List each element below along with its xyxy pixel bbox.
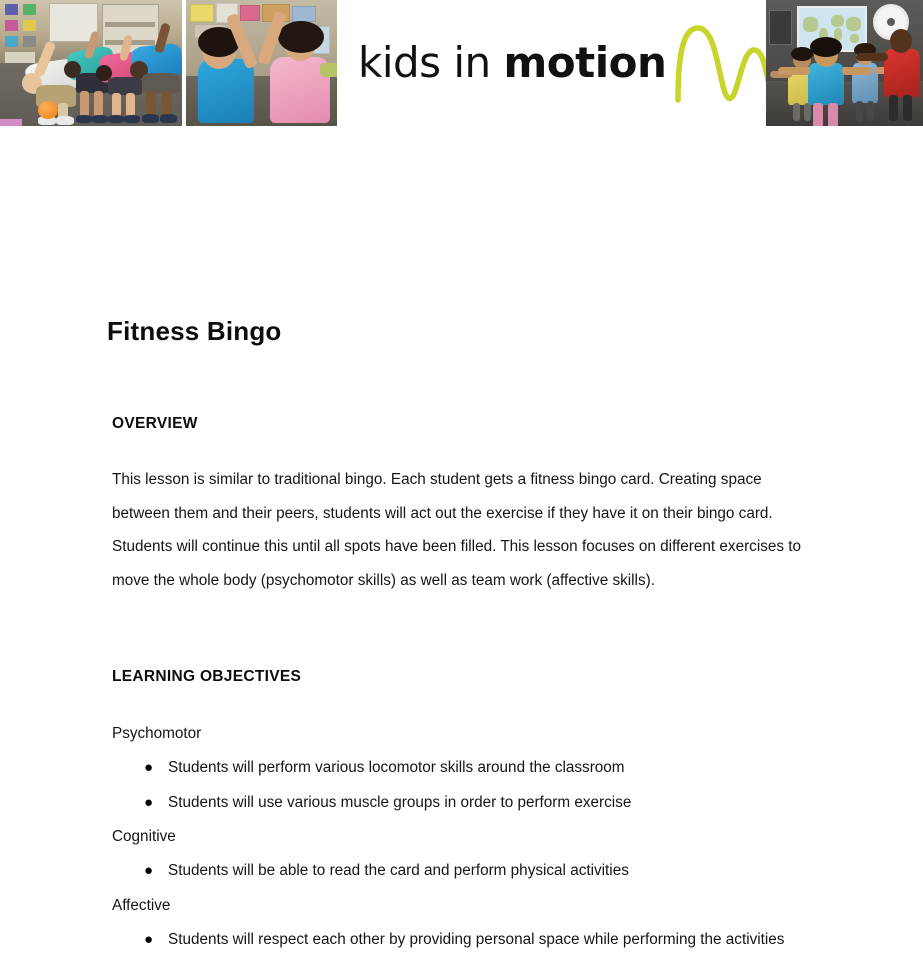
logo-text-light: kids in xyxy=(358,38,504,87)
bullet-icon: ● xyxy=(144,786,153,821)
photo-students-bending-stretch xyxy=(0,0,182,126)
list-item xyxy=(112,786,812,821)
logo-text-bold: motion xyxy=(504,38,667,87)
list-item xyxy=(112,751,812,786)
objective-group-psychomotor xyxy=(112,717,812,820)
list-item-text: Students will use various muscle groups in order to perform exercise xyxy=(168,794,631,811)
list-item xyxy=(112,923,812,957)
objective-group-cognitive xyxy=(112,820,812,889)
objective-items xyxy=(112,751,812,820)
brand-logo xyxy=(358,28,820,98)
orange-ball xyxy=(38,101,58,119)
photo-students-arms-extended xyxy=(766,0,923,126)
list-item-text: Students will perform various locomotor skills around the classroom xyxy=(168,759,625,776)
bullet-icon: ● xyxy=(144,854,153,889)
list-item xyxy=(112,854,812,889)
photo-students-high-five xyxy=(186,0,337,126)
objective-category-label: Psychomotor xyxy=(112,717,812,751)
section-heading-overview: OVERVIEW xyxy=(112,415,198,433)
bullet-icon: ● xyxy=(144,923,153,957)
header-banner xyxy=(0,0,923,126)
learning-objectives-list xyxy=(112,717,812,957)
section-heading-learning-objectives: LEARNING OBJECTIVES xyxy=(112,668,301,686)
objective-category-label: Affective xyxy=(112,889,812,923)
page-title: Fitness Bingo xyxy=(107,316,282,347)
bullet-icon: ● xyxy=(144,751,153,786)
list-item-text: Students will respect each other by providing personal space while performing the activities xyxy=(168,931,784,948)
objective-items xyxy=(112,854,812,889)
list-item-text: Students will be able to read the card and perform physical activities xyxy=(168,862,629,879)
objective-items xyxy=(112,923,812,957)
objective-group-affective xyxy=(112,889,812,957)
overview-paragraph: This lesson is similar to traditional bingo. Each student gets a fitness bingo card. Creating space between them and their peers, students will act out the exercise if they have it on their bingo card. Students will continue this until all spots have been filled. This lesson focuses on different exercises to move the whole body (psychomotor skills) as well as team work (affective skills). xyxy=(112,463,802,597)
logo-wordmark xyxy=(358,42,666,84)
objective-category-label: Cognitive xyxy=(112,820,812,854)
